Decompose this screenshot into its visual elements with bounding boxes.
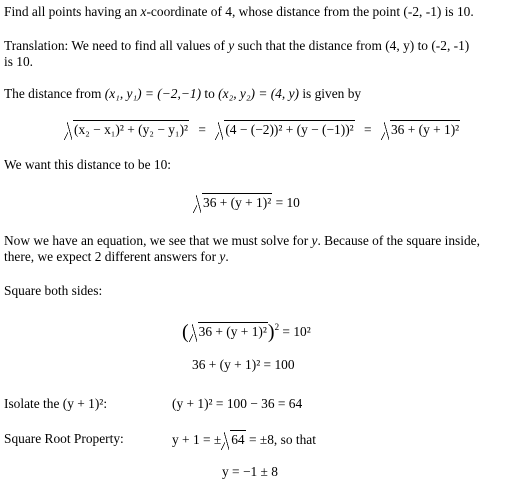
equation-squared: ( 36 + (y + 1)²)$^2$ = 10²: [182, 321, 311, 343]
radical: 36 + (y + 1)²: [193, 193, 272, 212]
want-line: We want this distance to be 10:: [4, 157, 172, 172]
problem-statement: Find all points having an x-coordinate of 4, whose distance from the point (-2, -1) is 10.: [4, 4, 474, 19]
radical-substituted: (4 − (−2))² + (y − (−1))²: [215, 120, 354, 139]
isolate-label: Isolate the (y + 1)²:: [4, 396, 108, 411]
equation-distance-10: 36 + (y + 1)² = 10: [193, 193, 300, 212]
sqroot-label: Square Root Property:: [4, 431, 124, 446]
equation-expanded: 36 + (y + 1)² = 100: [192, 357, 295, 372]
distance-definition: The distance from (x₁, y₁) = (−2,−1) to (x₂, y₂) = (4, y) is given by: [4, 86, 362, 101]
square-label: Square both sides:: [4, 283, 103, 298]
sqroot-equation: y + 1 = ± 64 = ±8, so that: [172, 432, 316, 447]
translation-line-2: is 10.: [4, 54, 34, 69]
explanation-line-1: Now we have an equation, we see that we must solve for y. Because of the square inside,: [4, 233, 480, 248]
isolate-equation: (y + 1)² = 100 − 36 = 64: [172, 396, 303, 411]
explanation-line-2: there, we expect 2 different answers for y.: [4, 249, 229, 264]
radical-simplified: 36 + (y + 1)²: [381, 120, 460, 139]
radical-general: (x₂ − x₁)² + (y₂ − y₁)²: [64, 120, 189, 139]
radical: 36 + (y + 1)²: [189, 322, 268, 341]
distance-formula: (x₂ − x₁)² + (y₂ − y₁)² = (4 − (−2))² + (y − (−1))² = 36 + (y + 1)²: [64, 120, 460, 139]
final-answer: y = −1 ± 8: [222, 464, 278, 479]
translation-line-1: Translation: We need to find all values of y such that the distance from (4, y) to (-2, -1): [4, 38, 470, 53]
radical: 64: [221, 430, 245, 449]
